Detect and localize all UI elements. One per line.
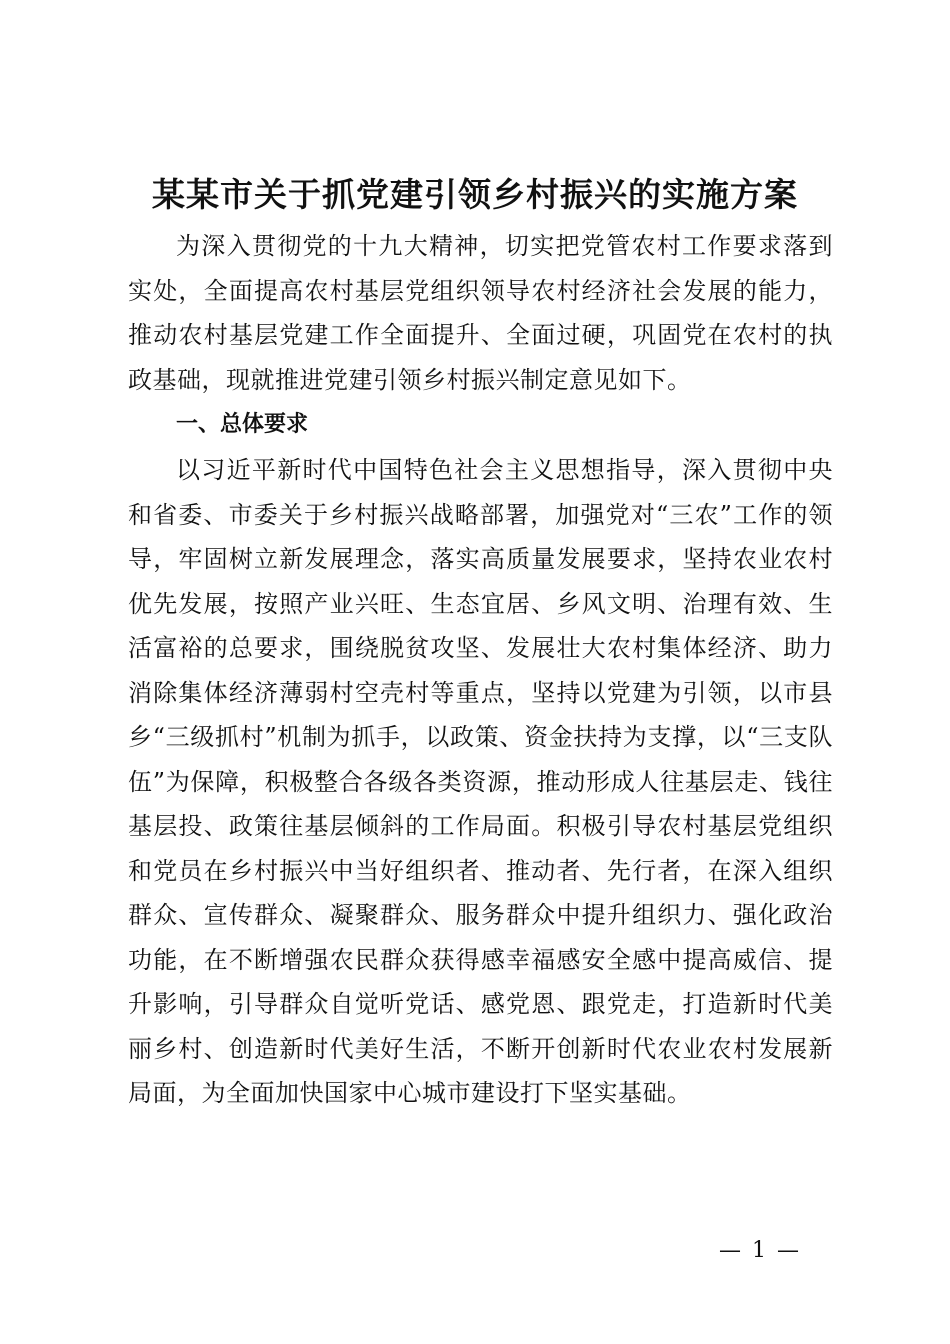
intro-paragraph: 为深入贯彻党的十九大精神，切实把党管农村工作要求落到实处，全面提高农村基层党组织领导农村经济社会发展的能力，推动农村基层党建工作全面提升、全面过硬，巩固党在农村的执政基础，现就推进党建引领乡村振兴制定意见如下。 bbox=[128, 232, 833, 394]
page-number: — 1 — bbox=[719, 1238, 801, 1263]
document-title: 某某市关于抓党建引领乡村振兴的实施方案 bbox=[152, 175, 798, 214]
section-heading: 一、总体要求 bbox=[176, 412, 309, 437]
document-body bbox=[128, 224, 833, 1116]
section-paragraph: 以习近平新时代中国特色社会主义思想指导，深入贯彻中央和省委、市委关于乡村振兴战略部署，加强党对“三农”工作的领导，牢固树立新发展理念，落实高质量发展要求，坚持农业农村优先发展，按照产业兴旺、生态宜居、乡风文明、治理有效、生活富裕的总要求，围绕脱贫攻坚、发展壮大农村集体经济、助力消除集体经济薄弱村空壳村等重点，坚持以党建为引领，以市县乡“三级抓村”机制为抓手，以政策、资金扶持为支撑，以“三支队伍”为保障，积极整合各级各类资源，推动形成人往基层走、钱往基层投、政策往基层倾斜的工作局面。积极引导农村基层党组织和党员在乡村振兴中当好组织者、推动者、先行者，在深入组织群众、宣传群众、凝聚群众、服务群众中提升组织力、强化政治功能，在不断增强农民群众获得感幸福感安全感中提高威信、提升影响，引导群众自觉听党话、感党恩、跟党走，打造新时代美丽乡村、创造新时代美好生活，不断开创新时代农业农村发展新局面，为全面加快国家中心城市建设打下坚实基础。 bbox=[128, 456, 833, 1107]
